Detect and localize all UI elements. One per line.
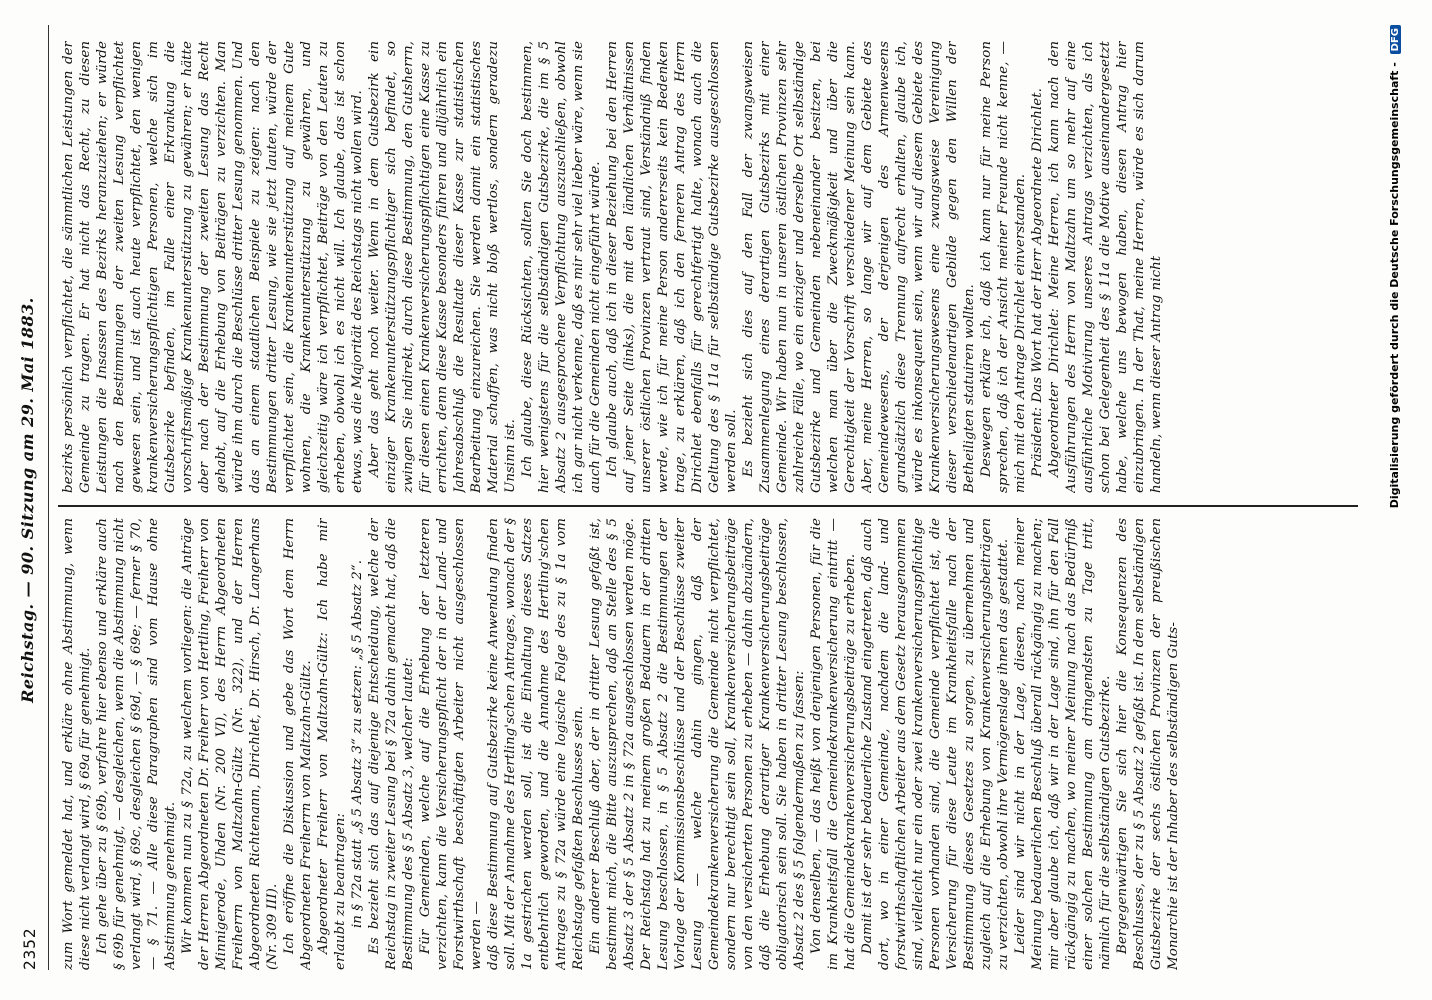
speaker-paragraph: Präsident: Das Wort hat der Herr Abgeordnete Dirichlet.	[1030, 88, 1045, 477]
paragraph: Es bezieht sich dies auf den Fall der zwangsweisen Zusammenlegung eines derartigen Gutsbezirks mit einer Gemeinde. Wir haben nun in unseren östlichen Provinzen sehr zahlreiche Fälle, wo ein einziger und derselbe Ort selbständige Gutsbezirke und Gemeinden nebeneinander besitzen, bei welchen man über die Zweckmäßigkeit und über die Gerechtigkeit der Vorschrift verschiedener Meinung sein kann. Aber, meine Herren, so lange wir auf dem Gebiete des Gemeindewesens, der derjenigen des Armenwesens grundsätzlich diese Trennung aufrecht erhalten, glaube ich, würde es inkonsequent sein, wenn wir auf diesem Gebiete des Krankenversicherungswesens eine zwangsweise Vereinigung dieser verschiedenartigen Gebilde gegen den Willen der Betheiligten statuiren wollten.	[741, 41, 977, 493]
paragraph: Ich glaube, diese Rücksichten, sollten Sie doch bestimmen, hier wenigstens für die selbständigen Gutsbezirke, die im § 5 Absatz 2 ausgesprochene Verpflichtung auszuschließen, obwohl ich gar nicht verkenne, daß es mir sehr viel lieber wäre, wenn sie auch für die Gemeinden nicht eingeführt würde.	[520, 41, 603, 493]
paragraph: Aber das geht noch weiter. Wenn in dem Gutsbezirk ein einziger Krankenunterstützungspflichtiger sich befindet, so zwingen Sie indirekt, durch diese Bestimmung, den Gutsherrn, für diesen einen Krankenversicherungspflichtigen eine Kasse zu errichten, denn diese Kasse besonders führen und alljährlich ein Jahresabschluß die Resultate dieser Kasse zur statistischen Bearbeitung einzureichen. Sie werden damit ein statistisches Material schaffen, was nicht bloß wertlos, sondern geradezu Unsinn ist.	[367, 41, 518, 493]
paragraph: Damit ist der sehr bedauerliche Zustand eingetreten, daß auch dort, wo in einer Gemeinde, nachdem die land- und forstwirthschaftlichen Arbeiter aus dem Gesetz herausgenommen sind, vielleicht nur ein oder zwei krankenversicherungspflichtige Personen vorhanden sind, die Gemeinde verpflichtet ist, die Versicherung für diese Leute im Krankheitsfalle nach der Bestimmung dieses Gesetzes zu sorgen, zu übernehmen und zugleich auf die Erhebung von Krankenversicherungsbeiträgen zu verzichten, obwohl ihre Vermögenslage ihnen das gestattet.	[860, 518, 1011, 970]
page-number: 2352	[20, 927, 39, 970]
digitization-credit	[1388, 25, 1412, 970]
dfg-logo: DFG	[1390, 25, 1401, 54]
paragraph: Ein anderer Beschluß aber, der in dritter Lesung gefaßt ist, bestimmt mich, die Bitte auszusprechen, daß an Stelle des § 5 Absatz 3 der § 5 Absatz 2 in § 72a ausgeschlossen werden möge. Der Reichstag hat zu meinem großen Bedauern in der dritten Lesung beschlossen, in § 5 Absatz 2 die Bestimmungen der Vorlage der Kommissionsbeschlüsse und der Beschlüsse zweiter Lesung — welche dahin gingen, daß der Gemeindekrankenversicherung die Gemeinde nicht verpflichtet, sondern nur berechtigt sein soll, Krankenversicherungsbeiträge von den versicherten Personen zu erheben — dahin abzuändern, daß die Erhebung derartiger Krankenversicherungsbeiträge obligatorisch sein soll. Sie haben in dritter Lesung beschlossen, Absatz 2 des § 5 folgendermaßen zu fassen:	[588, 518, 807, 970]
quoted-paragraph: Von denselben, — das heißt von denjenigen Personen, für die im Krankheitsfall die Gemeindekrankenversicherung eintritt — hat die Gemeindekrankenversicherungsbeiträge zu erheben.	[809, 518, 858, 970]
paragraph: Ich eröffne die Diskussion und gebe das Wort dem Herrn Abgeordneten Freiherrn von Maltzahn-Gültz.	[282, 518, 314, 970]
column-divider	[58, 505, 1358, 507]
speaker-paragraph: Abgeordneter Freiherr von Maltzahn-Gültz: Ich habe mir erlaubt zu beantragen:	[316, 518, 348, 970]
left-column	[60, 518, 1358, 970]
paragraph: Deswegen erkläre ich, daß ich kann nur für meine Person sprechen, daß ich der Ansicht meiner Freunde nicht kenne, — mich mit den Antrage Dirichlet einverstanden.	[979, 41, 1028, 493]
paragraph: bezirks persönlich verpflichtet, die sämmtlichen Leistungen der Gemeinde zu tragen. Er hat nicht das Recht, zu diesen Leistungen die Insassen des Bezirks heranzuziehen; er würde nach den Bestimmungen der zweiten Lesung verpflichtet gewesen sein, und ist auch heute verpflichtet, den wenigen krankenversicherungspflichtigen Personen, welche sich im Gutsbezirke befinden, im Falle einer Erkrankung die vorschriftsmäßige Krankenunterstützung zu gewähren; er hätte aber nach der Bestimmung der zweiten Lesung das Recht gehabt, auf die Erhebung von Beiträgen zu verzichten. Man würde ihm durch die Beschlüsse dritter Lesung genommen. Und das an einem staatlichen Beispiele zu zeigen: nach den Bestimmungen dritter Lesung, wie sie jetzt lauten, würde der verpflichtet sein, die Krankenunterstützung auf meinem Gute wohnen, die Krankenunterstützung zu gewähren, und gleichzeitig wäre ich verpflichtet, Beiträge von den Leuten zu erheben, obwohl ich es nicht will. Ich glaube, das ist schon etwas, was die Majorität des Reichstags nicht wollen wird.	[61, 41, 365, 493]
quoted-paragraph: Für Gemeinden, welche auf die Erhebung der letzteren verzichten, kann die Versicherungspflicht der in der Land- und Forstwirthschaft beschäftigten Arbeiter nicht ausgeschlossen werden —	[418, 518, 484, 970]
paragraph: Ich gehe über zu § 69b, verfahre hier ebenso und erkläre auch § 69b für genehmigt, — desgleichen, wenn die Abstimmung nicht verlangt wird, § 69c, desgleichen § 69d, — § 69e; — ferner § 70, — § 71. — Alle diese Paragraphen sind vom Hause ohne Abstimmung genehmigt.	[95, 518, 178, 970]
paragraph: Ich glaube auch, daß ich in dieser Beziehung bei den Herren auf jener Seite (links), die mit den ländlichen Verhältnissen unserer östlichen Provinzen vertraut sind, Verständniß finden werde, wie ich für meine Person andererseits kein Bedenken trage, zu erklären, daß ich den ferneren Antrag des Herrn Dirichlet ebenfalls für gerechtfertigt halte, wonach auch die Geltung des § 11a für selbständige Gutsbezirke ausgeschlossen werden soll.	[605, 41, 739, 493]
paragraph: Wir kommen nun zu § 72a, zu welchem vorliegen: die Anträge der Herren Abgeordneten Dr. Freiherr von Hertling, Freiherr von Minnigerode, Uhden (Nr. 200 VI), des Herrn Abgeordneten Freiherrn von Maltzahn-Gültz (Nr. 322), und der Herren Abgeordneten Richtenann, Dirichlet, Dr. Hirsch, Dr. Langerhans (Nr. 309 III).	[180, 518, 280, 970]
right-column	[60, 41, 1358, 493]
speaker-paragraph: Abgeordneter Dirichlet: Meine Herren, ich kann nach den Ausführungen des Herrn von Maltzahn um so mehr auf eine ausführliche Motivirung unseres Antrags verzichten, als ich schon bei Gelegenheit des § 11a die Motive auseinandergesetzt habe, welche uns bewogen haben, diesen Antrag hier einzubringen. In der That, meine Herren, würde es sich darum handeln, wenn dieser Antrag nicht	[1047, 41, 1164, 493]
running-title: Reichstag. — 90. Sitzung am 29. Mai 1883.	[18, 297, 37, 703]
paragraph: daß diese Bestimmung auf Gutsbezirke keine Anwendung finden soll. Mit der Annahme des Hertling'schen Antrages, wonach der § 1a gestrichen werden soll, ist die Einhaltung dieses Satzes entbehrlich geworden, und die Annahme des Hertling'schen Antrages zu § 72a würde eine logische Folge des zu § 1a vom Reichstage gefaßten Beschlusses sein.	[486, 518, 586, 970]
paragraph: Es bezieht sich das auf diejenige Entscheidung, welche der Reichstag in zweiter Lesung bei § 72a dahin gemacht hat, daß die Bestimmung des § 5 Absatz 3, welcher lautet:	[367, 518, 416, 970]
paragraph: Leider sind wir nicht in der Lage, diesen, nach meiner Meinung bedauerlichen Beschluß überall rückgängig zu machen; mir aber glaube ich, daß wir in der Lage sind, ihn für den Fall rückgängig zu machen, wo meiner Meinung nach das Bedürfniß einer solchen Bestimmung am dringendsten zu Tage tritt, nämlich für die selbständigen Gutsbezirke.	[1013, 518, 1113, 970]
header-rule	[48, 25, 49, 970]
quoted-amendment: in § 72a statt „§ 5 Absatz 3“ zu setzen: „§ 5 Absatz 2“.	[350, 559, 365, 929]
paragraph: Bergegenwärtigen Sie sich hier die Konsequenzen des Beschlusses, der zu § 5 Absatz 2 gefaßt ist. In dem selbständigen Gutsbezirke der sechs östlichen Provinzen der preußischen Monarchie ist der Inhaber des selbständigen Guts-	[1115, 518, 1181, 970]
page-header	[18, 30, 42, 970]
paragraph: zum Wort gemeldet hat, und erkläre ohne Abstimmung, wenn diese nicht verlangt wird, § 69a für genehmigt.	[61, 518, 93, 970]
credit-text: Digitalisierung gefördert durch die Deutsche Forschungsgemeinschaft -	[1388, 62, 1401, 509]
